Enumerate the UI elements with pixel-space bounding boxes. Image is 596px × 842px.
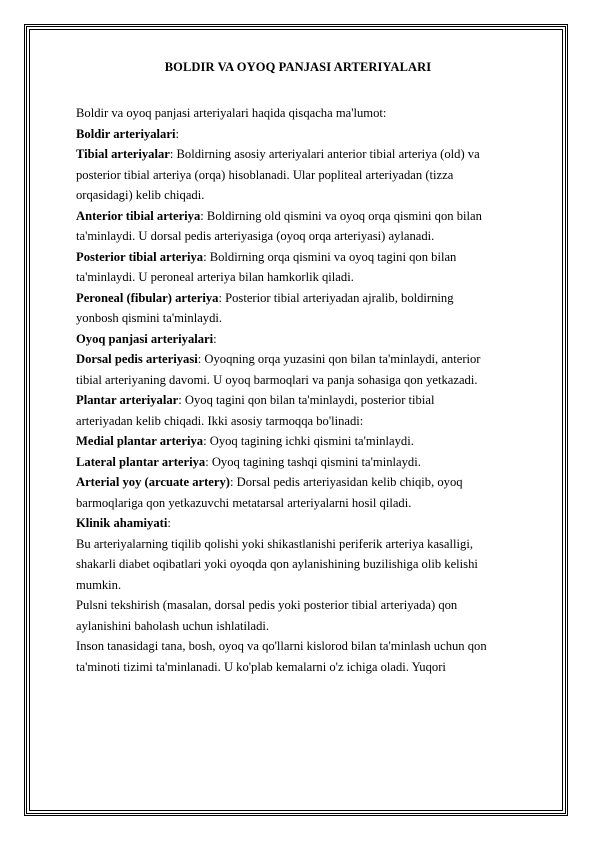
line-text: ta'minoti tizimi ta'minlanadi. U ko'plab kemalarni o'z ichiga oladi. Yuqori [76,659,446,674]
text-line [76,493,546,514]
bold-term: Dorsal pedis arteriyasi [76,352,198,366]
text-line [76,657,546,678]
document-body [76,103,546,677]
line-text: Boldir va oyoq panjasi arteriyalari haqida qisqacha ma'lumot: [76,106,387,120]
text-line [76,349,546,370]
document-title: BOLDIR VA OYOQ PANJASI ARTERIYALARI [164,60,432,74]
line-text: : Oyoq tagining tashqi qismini ta'minlaydi. [205,454,421,469]
text-line [76,616,546,637]
line-text: barmoqlariga qon yetkazuvchi metatarsal arteriyalarni hosil qiladi. [76,495,412,510]
line-text: ta'minlaydi. U dorsal pedis arteriyasiga (oyoq orqa arteriyasi) aylanadi. [76,229,435,243]
text-line [76,390,546,411]
text-line [76,206,546,227]
text-line [76,226,546,247]
text-line [76,103,546,124]
line-text: tibial arteriyaning davomi. U oyoq barmoqlari va panja sohasiga qon yetkazadi. [76,372,478,387]
line-text: : [167,516,171,530]
line-text: Pulsni tekshirish (masalan, dorsal pedis yoki posterior tibial arteriyada) qon [76,598,458,612]
line-text: : Posterior tibial arteriyadan ajralib, boldirning [218,290,454,305]
line-text: : [175,126,179,141]
line-text: yonbosh qismini ta'minlaydi. [76,311,223,325]
line-text: : Boldirning old qismini va oyoq orqa qismini qon bilan [200,208,482,223]
line-text: : Dorsal pedis arteriyasidan kelib chiqib, oyoq [229,475,463,489]
bold-term: Plantar arteriyalar [76,393,179,407]
text-line [76,185,546,206]
line-text: arteriyadan kelib chiqadi. Ikki asosiy tarmoqqa bo'linadi: [76,413,364,428]
text-line [76,452,546,473]
line-text: orqasidagi) kelib chiqadi. [76,188,205,202]
bold-term: Peroneal (fibular) arteriya [76,290,219,305]
text-line [76,534,546,555]
line-text: Bu arteriyalarning tiqilib qolishi yoki shikastlanishi periferik arteriya kasalligi, [76,536,473,551]
line-text: posterior tibial arteriya (orqa) hisoblanadi. Ular popliteal arteriyadan (tizza [76,167,454,182]
bold-term: Oyoq panjasi arteriyalari [76,331,214,346]
line-text: : Oyoqning orqa yuzasini qon bilan ta'minlaydi, anterior [197,352,481,366]
text-line [76,370,546,391]
text-line [76,431,546,452]
line-text: : Oyoq tagining ichki qismini ta'minlaydi. [203,434,414,448]
line-text: mumkin. [76,577,122,592]
bold-term: Posterior tibial arteriya [76,249,204,264]
text-line [76,411,546,432]
text-line [76,124,546,145]
text-line [76,165,546,186]
text-line [76,472,546,493]
line-text: Inson tanasidagi tana, bosh, oyoq va qo'llarni kislorod bilan ta'minlash uchun qon [76,639,487,653]
text-line [76,308,546,329]
line-text: : [213,331,217,346]
text-line [76,247,546,268]
text-line [76,267,546,288]
line-text: : Boldirning orqa qismini va oyoq tagini qon bilan [203,249,457,264]
line-text: : Boldirning asosiy arteriyalari anterior tibial arteriya (old) va [169,147,480,161]
text-line [76,288,546,309]
text-line [76,513,546,534]
bold-term: Arterial yoy (arcuate artery) [76,475,230,489]
line-text: : Oyoq tagini qon bilan ta'minlaydi, posterior tibial [178,393,435,407]
bold-term: Boldir arteriyalari [76,126,176,141]
bold-term: Anterior tibial arteriya [76,208,201,223]
text-line [76,554,546,575]
bold-term: Medial plantar arteriya [76,434,204,448]
text-line [76,144,546,165]
line-text: aylanishini baholash uchun ishlatiladi. [76,618,270,633]
text-line [76,636,546,657]
bold-term: Klinik ahamiyati [76,516,168,530]
text-line [76,575,546,596]
text-line [76,329,546,350]
bold-term: Tibial arteriyalar [76,147,170,161]
bold-term: Lateral plantar arteriya [76,454,206,469]
line-text: shakarli diabet oqibatlari yoki oyoqda qon aylanishining buzilishiga olib kelishi [76,557,478,571]
text-line [76,595,546,616]
line-text: ta'minlaydi. U peroneal arteriya bilan hamkorlik qiladi. [76,270,354,284]
